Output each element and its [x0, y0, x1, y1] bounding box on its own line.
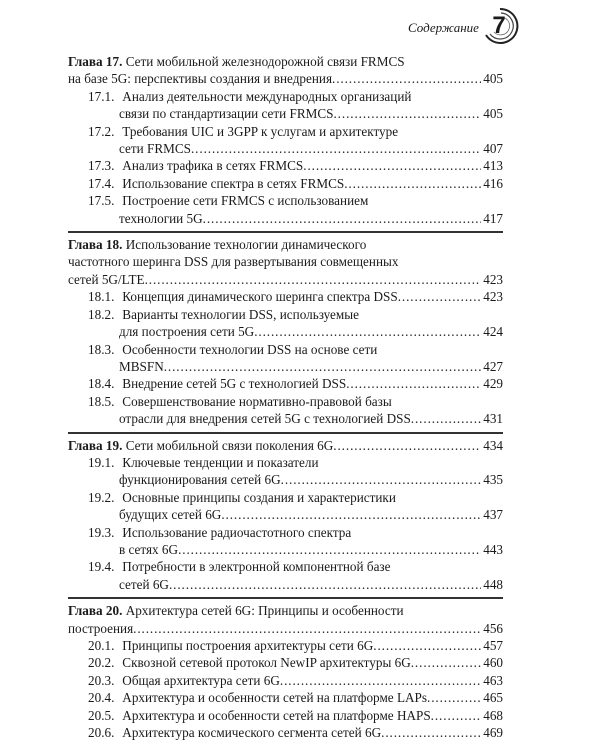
- section-page: 465: [483, 690, 503, 706]
- chapter-title-line: [68, 253, 503, 270]
- chapter-title-text: сетей 5G/LTE: [68, 271, 145, 287]
- section-number: 20.1.: [88, 638, 115, 653]
- section-number: 20.3.: [88, 672, 115, 688]
- section-page: 468: [483, 707, 503, 723]
- section-number: 20.2.: [88, 655, 115, 671]
- section-line: [68, 323, 503, 340]
- chapter-title-text: частотного шеринга DSS для развертывания совмещенных: [68, 254, 399, 270]
- chapter-block: [68, 597, 503, 741]
- section-line: [68, 157, 503, 174]
- section-line: [68, 558, 503, 575]
- section-text: 19.3. Использование радиочастотного спектра: [88, 524, 352, 540]
- dot-leader: [280, 672, 481, 689]
- chapter-title-page: 423: [483, 271, 503, 287]
- section-text: 18.4. Внедрение сетей 5G с технологией DSS: [88, 376, 347, 392]
- section-text: 20.4. Архитектура и особенности сетей на платформе LAPs: [88, 690, 427, 706]
- chapter-title-line: [68, 236, 503, 253]
- section-line: [68, 489, 503, 506]
- dot-leader: [133, 620, 481, 637]
- page-number-badge: [478, 5, 524, 47]
- chapter-title-line: [68, 437, 503, 454]
- section-text: для построения сети 5G: [119, 324, 255, 340]
- section-text: функционирования сетей 6G: [119, 472, 281, 488]
- section-line: [68, 524, 503, 541]
- section-text: 20.2. Сквозной сетевой протокол NewIP архитектуры 6G: [88, 655, 411, 671]
- dot-leader: [191, 140, 481, 157]
- section-text: 18.5. Совершенствование нормативно-правовой базы: [88, 393, 392, 409]
- chapter-block: [68, 231, 503, 427]
- section-line: [68, 506, 503, 523]
- section-page: 448: [483, 576, 503, 592]
- chapter-title-text: Глава 17. Сети мобильной железнодорожной связи FRMCS: [68, 54, 405, 69]
- chapter-title-line: [68, 602, 503, 619]
- section-line: [68, 192, 503, 209]
- section-text: 17.5. Построение сети FRMCS с использованием: [88, 193, 369, 209]
- section-line: [68, 88, 503, 105]
- dot-leader: [427, 689, 481, 706]
- dot-leader: [398, 288, 482, 305]
- section-text: 19.2. Основные принципы создания и характеристики: [88, 489, 396, 505]
- section-line: [68, 393, 503, 410]
- section-line: [68, 375, 503, 392]
- chapter-label: Глава 20.: [68, 603, 123, 619]
- dot-leader: [203, 210, 482, 227]
- chapter-label: Глава 19.: [68, 437, 123, 453]
- section-page: 423: [483, 289, 503, 305]
- section-page: 429: [483, 376, 503, 392]
- section-line: [68, 689, 503, 706]
- chapter-block: [68, 432, 503, 594]
- section-line: [68, 410, 503, 427]
- section-text: сети FRMCS: [119, 141, 191, 157]
- dot-leader: [221, 506, 481, 523]
- section-number: 20.5.: [88, 707, 115, 723]
- section-text: связи по стандартизации сети FRMCS: [119, 106, 334, 122]
- dot-leader: [431, 707, 482, 724]
- section-page: 437: [483, 507, 503, 523]
- section-text: 20.6. Архитектура космического сегмента сетей 6G: [88, 725, 382, 741]
- section-number: 20.4.: [88, 690, 115, 706]
- section-page: 457: [483, 638, 503, 653]
- section-text: 18.3. Особенности технологии DSS на основе сети: [88, 341, 378, 357]
- section-number: 17.1.: [88, 88, 115, 104]
- chapter-title-page: 405: [483, 71, 503, 87]
- section-page: 431: [483, 411, 503, 427]
- section-line: [68, 724, 503, 741]
- section-page: 413: [483, 158, 503, 174]
- section-number: 17.3.: [88, 158, 115, 174]
- section-text: 20.5. Архитектура и особенности сетей на платформе HAPS: [88, 707, 431, 723]
- section-line: [68, 454, 503, 471]
- section-line: [68, 358, 503, 375]
- section-page: 417: [483, 210, 503, 226]
- chapter-title-text: Глава 18. Использование технологии динамического: [68, 237, 367, 253]
- chapter-title-line: [68, 271, 503, 288]
- section-line: [68, 576, 503, 593]
- chapter-label: Глава 18.: [68, 237, 123, 253]
- dot-leader: [333, 105, 481, 122]
- section-number: 19.2.: [88, 489, 115, 505]
- section-page: 460: [483, 655, 503, 671]
- chapter-title-line: [68, 70, 503, 87]
- dot-leader: [169, 576, 481, 593]
- chapter-label: Глава 17.: [68, 54, 123, 69]
- section-text: 19.1. Ключевые тенденции и показатели: [88, 454, 319, 470]
- section-line: [68, 471, 503, 488]
- section-text: технологии 5G: [119, 210, 203, 226]
- section-number: 18.1.: [88, 289, 115, 305]
- section-number: 19.1.: [88, 454, 115, 470]
- dot-leader: [332, 70, 481, 87]
- section-line: [68, 541, 503, 558]
- section-line: [68, 654, 503, 671]
- section-page: 427: [483, 358, 503, 374]
- dot-leader: [344, 175, 481, 192]
- section-text: 19.4. Потребности в электронной компонентной базе: [88, 559, 391, 575]
- section-page: 405: [483, 106, 503, 122]
- section-number: 18.5.: [88, 393, 115, 409]
- section-number: 19.3.: [88, 524, 115, 540]
- section-number: 18.2.: [88, 306, 115, 322]
- section-text: 20.3. Общая архитектура сети 6G: [88, 672, 280, 688]
- section-text: 18.1. Концепция динамического шеринга спектра DSS: [88, 289, 398, 305]
- section-text: 18.2. Варианты технологии DSS, используемые: [88, 306, 359, 322]
- dot-leader: [381, 724, 481, 741]
- section-number: 17.2.: [88, 123, 115, 139]
- chapter-block: [68, 50, 503, 227]
- table-of-contents: [68, 50, 503, 745]
- dot-leader: [346, 375, 481, 392]
- chapter-title-text: на базе 5G: перспективы создания и внедрения: [68, 71, 333, 87]
- chapter-title-page: 456: [483, 620, 503, 636]
- section-number: 18.4.: [88, 376, 115, 392]
- section-page: 463: [483, 672, 503, 688]
- dot-leader: [303, 157, 481, 174]
- section-text: в сетях 6G: [119, 541, 179, 557]
- page-number: 7: [492, 12, 506, 39]
- section-number: 20.6.: [88, 725, 115, 741]
- chapter-title-text: Глава 20. Архитектура сетей 6G: Принципы и особенности: [68, 603, 404, 619]
- section-text: 17.2. Требования UIC и 3GPP к услугам и архитектуре: [88, 123, 399, 139]
- section-page: 469: [483, 725, 503, 741]
- chapter-title-page: 434: [483, 437, 503, 453]
- dot-leader: [333, 437, 481, 454]
- section-line: [68, 123, 503, 140]
- section-number: 19.4.: [88, 559, 115, 575]
- section-number: 18.3.: [88, 341, 115, 357]
- dot-leader: [164, 358, 482, 375]
- section-line: [68, 672, 503, 689]
- dot-leader: [411, 654, 481, 671]
- section-number: 17.5.: [88, 193, 115, 209]
- section-line: [68, 175, 503, 192]
- section-text: будущих сетей 6G: [119, 507, 222, 523]
- section-line: [68, 306, 503, 323]
- section-line: [68, 341, 503, 358]
- section-page: 435: [483, 472, 503, 488]
- chapter-title-line: [68, 620, 503, 637]
- dot-leader: [411, 410, 481, 427]
- dot-leader: [145, 271, 482, 288]
- section-page: 424: [483, 324, 503, 340]
- section-number: 17.4.: [88, 175, 115, 191]
- chapter-title-line: [68, 53, 503, 70]
- section-line: [68, 288, 503, 305]
- section-line: [68, 210, 503, 227]
- section-text: 17.4. Использование спектра в сетях FRMCS: [88, 175, 345, 191]
- section-text: 17.3. Анализ трафика в сетях FRMCS: [88, 158, 304, 174]
- section-page: 416: [483, 175, 503, 191]
- section-line: [68, 140, 503, 157]
- section-page: 407: [483, 141, 503, 157]
- section-text: отрасли для внедрения сетей 5G с технологией DSS: [119, 411, 411, 427]
- chapter-title-text: построения: [68, 620, 134, 636]
- dot-leader: [373, 637, 481, 654]
- running-header-title: Содержание: [408, 20, 479, 35]
- section-page: 443: [483, 541, 503, 557]
- section-text: 17.1. Анализ деятельности международных организаций: [88, 88, 412, 104]
- section-line: [68, 707, 503, 724]
- section-text: сетей 6G: [119, 576, 169, 592]
- page-header: [0, 0, 600, 50]
- section-line: [68, 637, 503, 654]
- chapter-title-text: Глава 19. Сети мобильной связи поколения 6G: [68, 437, 334, 453]
- dot-leader: [178, 541, 481, 558]
- section-text: 20.1. Принципы построения архитектуры сети 6G: [88, 638, 374, 653]
- dot-leader: [254, 323, 481, 340]
- dot-leader: [281, 471, 482, 488]
- section-text: MBSFN: [119, 358, 164, 374]
- section-line: [68, 105, 503, 122]
